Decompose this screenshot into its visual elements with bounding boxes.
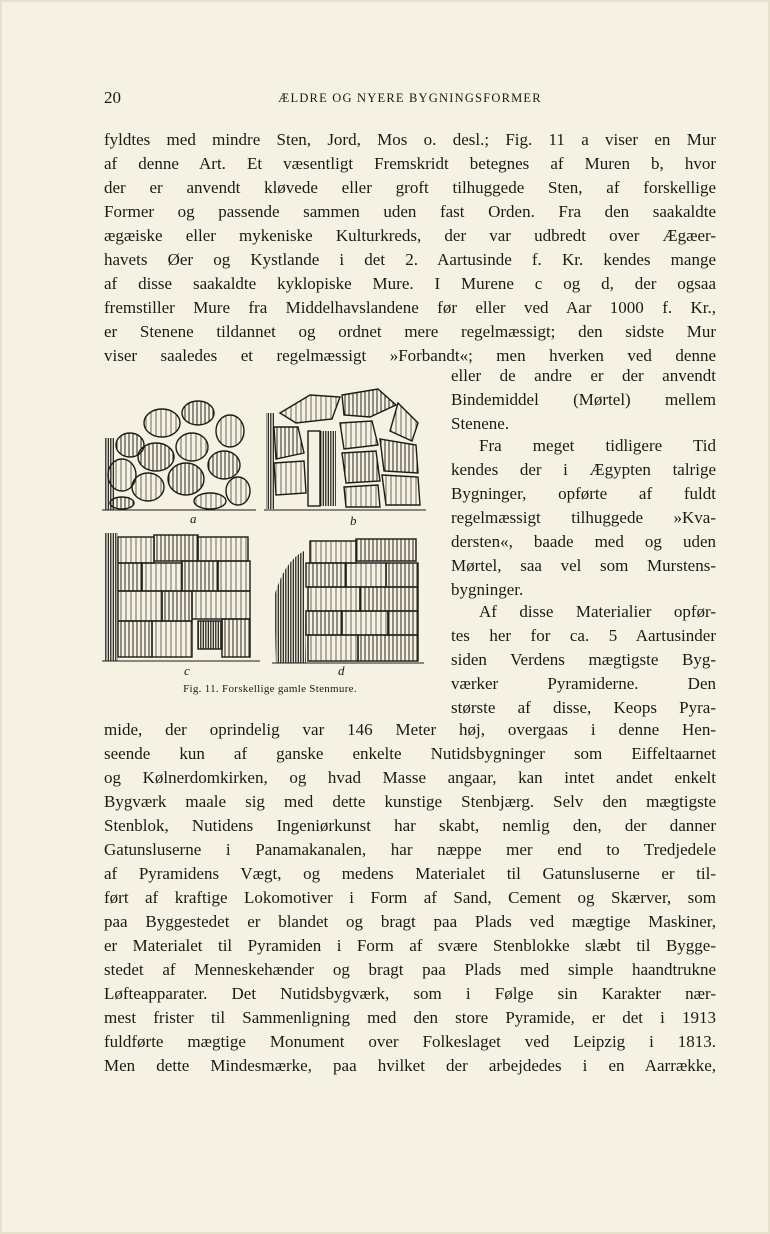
text-line: der er anvendt kløvede eller groft tilhuggede Sten, af forskellige	[104, 178, 716, 197]
page-header	[104, 88, 716, 110]
text-line: kendes der i Ægypten talrige	[451, 460, 716, 479]
text-line: fuldførte mægtige Monument over Folkeslaget ved Leipzig i 1813.	[104, 1032, 716, 1051]
text-line: bygninger.	[451, 580, 524, 599]
wall-b-drawing	[264, 387, 426, 510]
text-line: regelmæssigt tilhuggede »Kva-	[451, 508, 716, 527]
label-a: a	[190, 511, 197, 526]
text-line: havets Øer og Kystlande i det 2. Aartusinde f. Kr. kendes mange	[104, 250, 716, 269]
stone-walls-illustration	[100, 383, 440, 683]
text-line: Fra meget tidligere Tid	[479, 436, 716, 455]
text-line: Bindemiddel (Mørtel) mellem	[451, 390, 716, 409]
text-line: Bygninger, opførte af fuldt	[451, 484, 716, 503]
text-line: værker Pyramiderne. Den	[451, 674, 716, 693]
text-line: Former og passende sammen uden fast Orden. Fra den saakaldte	[104, 202, 716, 221]
page-number: 20	[104, 88, 121, 107]
text-line: siden Verdens mægtigste Byg-	[451, 650, 716, 669]
text-line: Bygværk maale sig med dette kunstige Stenbjærg. Selv den mægtigste	[104, 792, 716, 811]
text-line: største af disse, Keops Pyra-	[451, 698, 716, 717]
text-line: fremstiller Mure fra Middelhavslandene før eller ved Aar 1000 f. Kr.,	[104, 298, 716, 317]
text-line: fyldtes med mindre Sten, Jord, Mos o. desl.; Fig. 11 a viser en Mur	[104, 130, 716, 149]
text-line: Mørtel, saa vel som Murstens-	[451, 556, 716, 575]
text-line: er Materialet til Pyramiden i Form af svære Stenblokke slæbt til Bygge-	[104, 936, 716, 955]
label-c: c	[184, 663, 190, 678]
wall-a-drawing	[102, 395, 256, 510]
text-line: dersten«, baade med og uden	[451, 532, 716, 551]
text-line: Men dette Mindesmærke, paa hvilket der arbejdedes i en Aarrække,	[104, 1056, 716, 1075]
text-line: tes her for ca. 5 Aartusinder	[451, 626, 716, 645]
text-line: mest frister til Sammenligning med den store Pyramide, er det i 1913	[104, 1008, 716, 1027]
text-line: paa Byggestedet er blandet og bragt paa Plads ved mægtige Maskiner,	[104, 912, 716, 931]
text-line: er Stenene tildannet og ordnet mere regelmæssigt; den sidste Mur	[104, 322, 716, 341]
running-title: ÆLDRE OG NYERE BYGNINGSFORMER	[278, 91, 542, 105]
stone-walls-figure	[100, 383, 440, 703]
text-line: viser saaledes et regelmæssigt »Forbandt«; men hverken ved denne	[104, 346, 716, 365]
text-line: Løfteapparater. Det Nutidsbygværk, som i Følge sin Karakter nær-	[104, 984, 716, 1003]
text-line: ført af kraftige Lokomotiver i Form af Sand, Cement og Skærver, som	[104, 888, 716, 907]
text-line: af disse saakaldte kyklopiske Mure. I Murene c og d, der ogsaa	[104, 274, 716, 293]
text-line: seende kun af ganske enkelte Nutidsbygninger som Eiffeltaarnet	[104, 744, 716, 763]
text-line: mide, der oprindelig var 146 Meter høj, overgaas i denne Hen-	[104, 720, 716, 739]
figure-caption: Fig. 11. Forskellige gamle Stenmure.	[183, 683, 357, 695]
text-line: Af disse Materialier opfør-	[479, 602, 716, 621]
text-line: Stenblok, Nutidens Ingeniørkunst har skabt, nemlig den, der danner	[104, 816, 716, 835]
text-line: eller de andre er der anvendt	[451, 366, 716, 385]
text-line: ægæiske eller mykeniske Kulturkreds, der var udbredt over Ægæer-	[104, 226, 716, 245]
wall-c-drawing	[102, 533, 260, 661]
text-line: Stenene.	[451, 414, 510, 433]
text-line: af denne Art. Et væsentligt Fremskridt betegnes af Muren b, hvor	[104, 154, 716, 173]
label-b: b	[350, 513, 357, 528]
text-line: og Kølnerdomkirken, og hvad Masse angaar, kan intet andet enkelt	[104, 768, 716, 787]
text-line: stedet af Menneskehænder og bragt paa Plads med simple haandtrukne	[104, 960, 716, 979]
label-d: d	[338, 663, 345, 678]
wall-d-drawing	[272, 539, 424, 663]
text-line: Gatunsluserne i Panamakanalen, har næppe mer end to Tredjedele	[104, 840, 716, 859]
text-line: af Pyramidens Vægt, og medens Materialet til Gatunsluserne er til-	[104, 864, 716, 883]
